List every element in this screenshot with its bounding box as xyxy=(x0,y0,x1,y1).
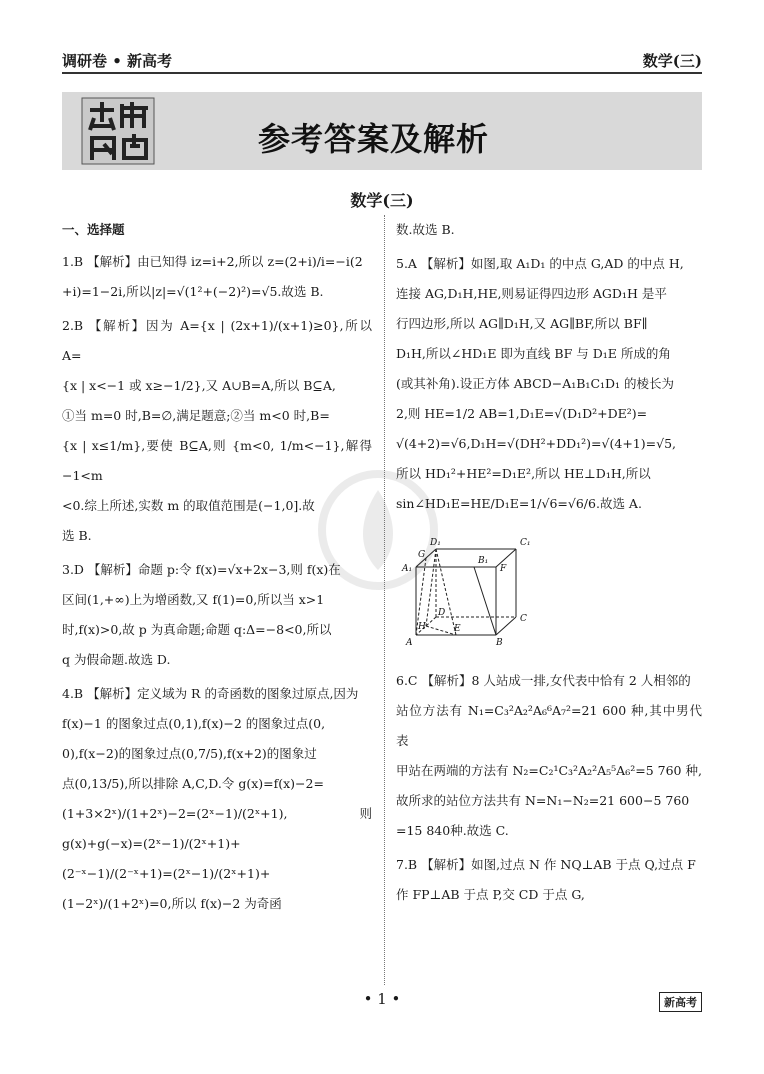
figure-label: D₁ xyxy=(430,538,441,548)
answer-item-4 xyxy=(62,679,372,919)
footer-badge: 新高考 xyxy=(659,992,702,1012)
subject-title: 数学(三) xyxy=(350,191,414,210)
text-line: {x | x≤1/m},要使 B⊆A,则 {m<0, 1/m<−1},解得−1<m xyxy=(62,438,372,483)
right-column xyxy=(396,215,702,914)
text-line: 数.故选 B. xyxy=(396,222,455,237)
text-line: 区间(1,+∞)上为增函数,又 f(1)=0,所以当 x>1 xyxy=(62,592,325,607)
figure-label: G xyxy=(418,550,426,560)
header-right: 数学(三) xyxy=(642,52,702,70)
text-line: 故所求的站位方法共有 N=N₁−N₂=21 600−5 760 xyxy=(396,793,690,808)
figure-label: H xyxy=(418,622,426,632)
section-title: 一、选择题 xyxy=(62,222,125,237)
text-line: (1+3×2ˣ)/(1+2ˣ)−2=(2ˣ−1)/(2ˣ+1),则 g(x)+g(−x)=(2ˣ−1)/(2ˣ+1)+ xyxy=(62,806,372,851)
figure-label: C xyxy=(520,614,527,624)
text-line: q 为假命题.故选 D. xyxy=(62,652,171,667)
left-column xyxy=(62,215,372,923)
answer-item-5 xyxy=(396,249,702,519)
page-number: • 1 • xyxy=(363,990,401,1008)
text-line: D₁H,所以∠HD₁E 即为直线 BF 与 D₁E 所成的角 xyxy=(396,346,671,361)
text-line: (或其补角).设正方体 ABCD−A₁B₁C₁D₁ 的棱长为 xyxy=(396,376,675,391)
text-line: 2,则 HE=1/2 AB=1,D₁E=√(D₁D²+DE²)= xyxy=(396,406,648,421)
text-line: 点(0,13/5),所以排除 A,C,D.令 g(x)=f(x)−2= xyxy=(62,776,324,791)
text-line: <0.综上所述,实数 m 的取值范围是(−1,0].故 xyxy=(62,498,315,513)
figure-label: A xyxy=(406,638,413,648)
text-line: 3.D 【解析】命题 p:令 f(x)=√x+2x−3,则 f(x)在 xyxy=(62,562,341,577)
text-line: f(x)−1 的图象过点(0,1),f(x)−2 的图象过点(0, xyxy=(62,716,326,731)
text-line: 2.B 【解析】因为 A={x | (2x+1)/(x+1)≥0},所以 A= xyxy=(62,318,372,363)
text-line: sin∠HD₁E=HE/D₁E=1/√6=√6/6.故选 A. xyxy=(396,496,642,511)
text-line: 连接 AG,D₁H,HE,则易证得四边形 AGD₁H 是平 xyxy=(396,286,667,301)
text-line: 5.A 【解析】如图,取 A₁D₁ 的中点 G,AD 的中点 H, xyxy=(396,256,684,271)
text-line: 7.B 【解析】如图,过点 N 作 NQ⊥AB 于点 Q,过点 F xyxy=(396,857,696,872)
text-line: =15 840种.故选 C. xyxy=(396,823,509,838)
answer-item-4-cont xyxy=(396,215,702,245)
figure-label: B xyxy=(496,638,503,648)
text-line: 行四边形,所以 AG∥D₁H,又 AG∥BF,所以 BF∥ xyxy=(396,316,648,331)
banner-title: 参考答案及解析 xyxy=(258,120,490,158)
cube-figure xyxy=(396,529,556,649)
text-line: 甲站在两端的方法有 N₂=C₂¹C₃²A₂²A₅⁵A₆²=5 760 种, xyxy=(396,763,702,778)
text-line: 时,f(x)>0,故 p 为真命题;命题 q:Δ=−8<0,所以 xyxy=(62,622,332,637)
answer-item-1 xyxy=(62,247,372,307)
text-line: ①当 m=0 时,B=∅,满足题意;②当 m<0 时,B= xyxy=(62,408,330,423)
text-line: √(4+2)=√6,D₁H=√(DH²+DD₁²)=√(4+1)=√5, xyxy=(396,436,676,451)
text-line: (2⁻ˣ−1)/(2⁻ˣ+1)=(2ˣ−1)/(2ˣ+1)+(1−2ˣ)/(1+2ˣ)=0,所以 f(x)−2 为奇函 xyxy=(62,866,282,911)
answer-item-3 xyxy=(62,555,372,675)
figure-label: F xyxy=(500,564,507,574)
answer-item-7 xyxy=(396,850,702,910)
column-divider xyxy=(384,215,385,985)
text-line: +i)=1−2i,所以|z|=√(1²+(−2)²)=√5.故选 B. xyxy=(62,284,324,299)
text-line: 站位方法有 N₁=C₃²A₂²A₆⁶A₇²=21 600 种,其中男代表 xyxy=(396,703,702,748)
text-line: 1.B 【解析】由已知得 iz=i+2,所以 z=(2+i)/i=−i(2 xyxy=(62,254,363,269)
text-line: 6.C 【解析】8 人站成一排,女代表中恰有 2 人相邻的 xyxy=(396,673,691,688)
text-line: {x | x<−1 或 x≥−1/2},又 A∪B=A,所以 B⊆A, xyxy=(62,378,336,393)
text-line: 0),f(x−2)的图象过点(0,7/5),f(x+2)的图象过 xyxy=(62,746,317,761)
figure-label: D xyxy=(438,608,446,618)
text-line: 所以 HD₁²+HE²=D₁E²,所以 HE⊥D₁H,所以 xyxy=(396,466,651,481)
text-line: 选 B. xyxy=(62,528,92,543)
text-line: 4.B 【解析】定义域为 R 的奇函数的图象过原点,因为 xyxy=(62,686,359,701)
figure-label: E xyxy=(454,624,461,634)
seal-logo-icon xyxy=(80,96,156,166)
answer-item-2 xyxy=(62,311,372,551)
figure-label: C₁ xyxy=(520,538,531,548)
figure-label: A₁ xyxy=(402,564,413,574)
answer-item-6 xyxy=(396,666,702,846)
page-header xyxy=(62,46,702,74)
title-banner xyxy=(62,92,702,170)
figure-label: B₁ xyxy=(478,556,489,566)
text-line: 作 FP⊥AB 于点 P,交 CD 于点 G, xyxy=(396,887,585,902)
header-left: 调研卷 • 新高考 xyxy=(62,52,173,70)
